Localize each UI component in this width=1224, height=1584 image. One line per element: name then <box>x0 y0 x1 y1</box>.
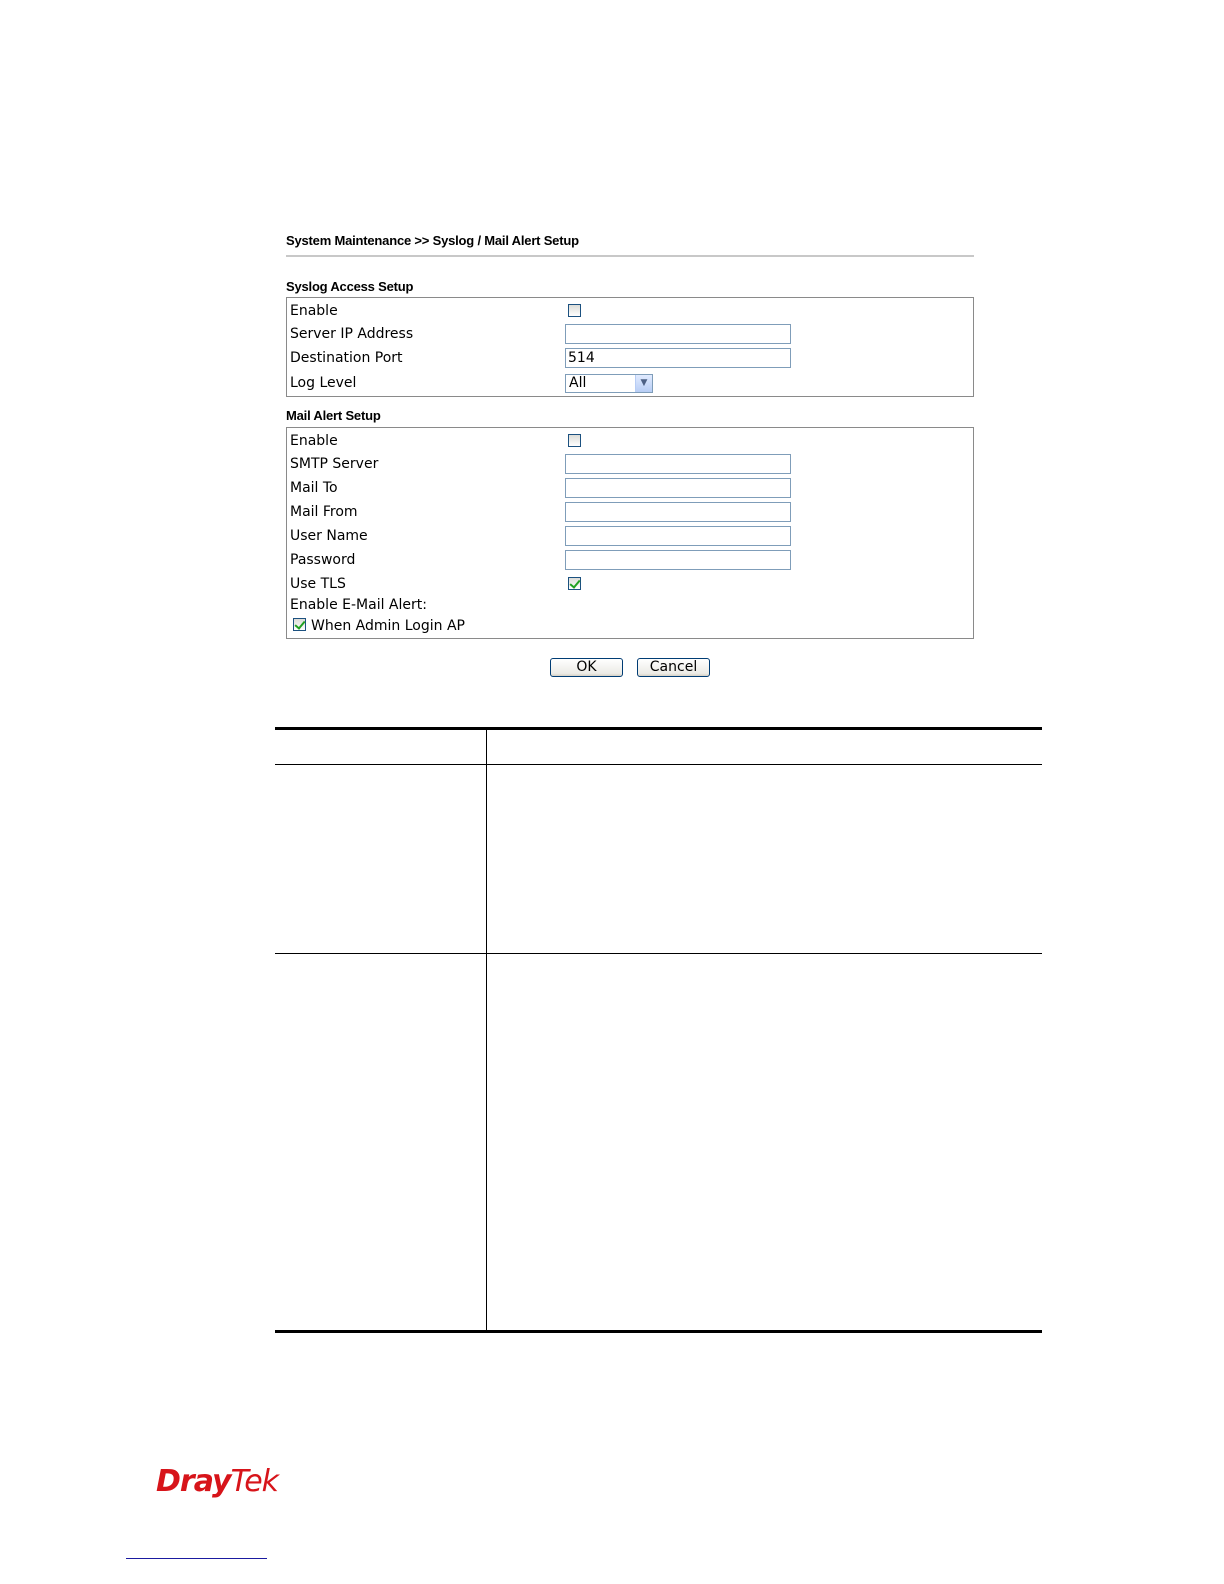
mail-from-input[interactable] <box>565 502 791 522</box>
log-level-selected-value: All <box>569 375 587 391</box>
table-header-rule <box>275 764 1042 765</box>
syslog-server-ip-label: Server IP Address <box>290 326 414 342</box>
logo-part-dray: Dray <box>156 1464 231 1499</box>
ok-button[interactable]: OK <box>550 658 623 677</box>
use-tls-row <box>287 573 973 595</box>
mail-from-row <box>287 501 973 523</box>
draytek-logo <box>156 1464 278 1499</box>
mail-from-label: Mail From <box>290 504 358 520</box>
user-name-label: User Name <box>290 528 368 544</box>
smtp-server-label: SMTP Server <box>290 456 379 472</box>
logo-part-tek: Tek <box>230 1464 279 1499</box>
admin-login-row <box>287 615 973 637</box>
syslog-dest-port-label: Destination Port <box>290 350 403 366</box>
mail-enable-label: Enable <box>290 433 338 449</box>
password-input[interactable] <box>565 550 791 570</box>
user-name-input[interactable] <box>565 526 791 546</box>
password-row <box>287 549 973 571</box>
page-title: System Maintenance >> Syslog / Mail Alert Setup <box>286 233 579 248</box>
table-top-rule <box>275 727 1042 730</box>
mail-to-row <box>287 477 973 499</box>
syslog-server-ip-row <box>287 323 973 345</box>
password-label: Password <box>290 552 356 568</box>
syslog-section-heading: Syslog Access Setup <box>286 279 414 294</box>
mail-to-input[interactable] <box>565 478 791 498</box>
syslog-log-level-label: Log Level <box>290 375 357 391</box>
syslog-access-panel <box>286 297 974 397</box>
table-row-rule <box>275 953 1042 954</box>
syslog-enable-row <box>287 300 973 322</box>
cancel-button[interactable]: Cancel <box>637 658 710 677</box>
use-tls-checkbox[interactable] <box>568 577 581 590</box>
admin-login-label: When Admin Login AP <box>311 618 465 634</box>
table-column-divider <box>486 729 487 1330</box>
title-divider <box>286 255 974 257</box>
mail-to-label: Mail To <box>290 480 338 496</box>
use-tls-label: Use TLS <box>290 576 346 592</box>
smtp-server-input[interactable] <box>565 454 791 474</box>
syslog-log-level-row <box>287 372 973 394</box>
chevron-down-icon[interactable]: ▼ <box>635 375 652 392</box>
smtp-server-row <box>287 453 973 475</box>
mail-alert-panel <box>286 427 974 639</box>
mail-enable-row <box>287 430 973 452</box>
syslog-enable-checkbox[interactable] <box>568 304 581 317</box>
syslog-server-ip-input[interactable] <box>565 324 791 344</box>
email-alert-label: Enable E-Mail Alert: <box>290 597 427 613</box>
table-bottom-rule <box>275 1330 1042 1333</box>
syslog-dest-port-input[interactable] <box>565 348 791 368</box>
syslog-dest-port-row <box>287 347 973 369</box>
admin-login-checkbox[interactable] <box>293 618 306 631</box>
mail-enable-checkbox[interactable] <box>568 434 581 447</box>
mail-section-heading: Mail Alert Setup <box>286 408 381 423</box>
footer-divider <box>126 1558 267 1559</box>
user-name-row <box>287 525 973 547</box>
log-level-select[interactable] <box>565 374 653 393</box>
syslog-enable-label: Enable <box>290 303 338 319</box>
email-alert-row <box>287 594 973 616</box>
